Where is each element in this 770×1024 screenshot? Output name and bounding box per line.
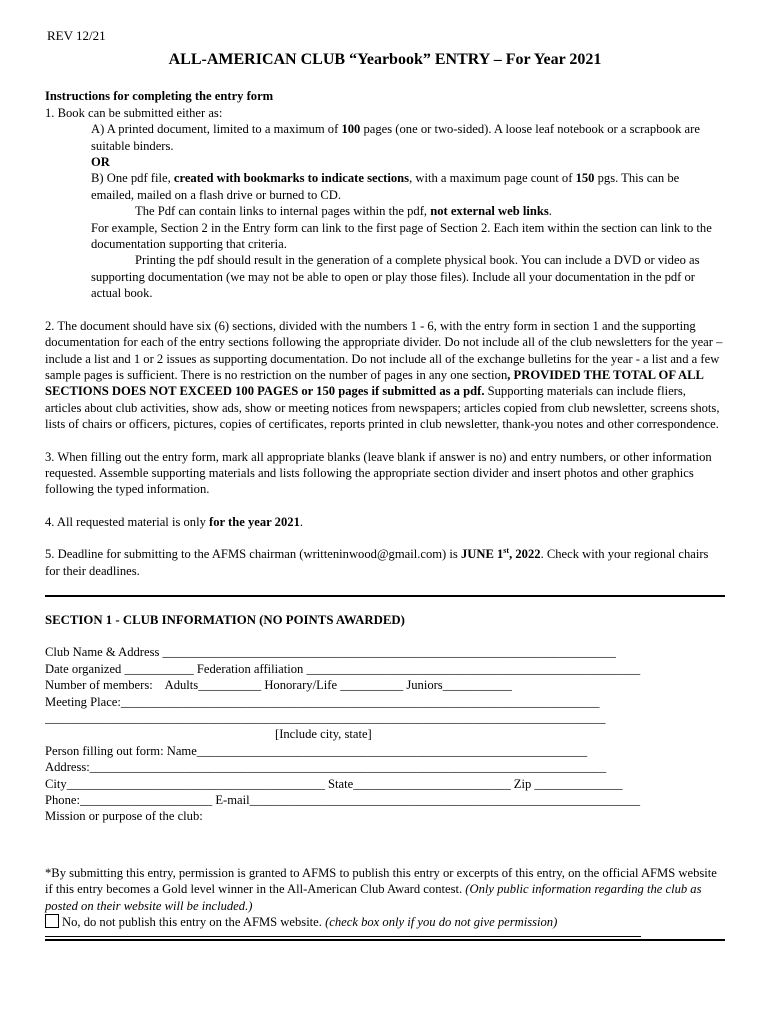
- option-a: A) A printed document, limited to a maximum of 100 pages (one or two-sided). A loose leaf notebook or a scrapbook are suitable binders.: [91, 122, 700, 153]
- instruction-item-2: 2. The document should have six (6) sections, divided with the numbers 1 - 6, with the entry form in section 1 and the supporting documentation for each of the entry sections following the appropriate divider. Do not include all of the club newsletters for the year – include a list and 1 or 2 issues as supporting documentation. Do not include all of the exchange bulletins for the year - a list and a few sample pages is sufficient. There is no restriction on the number of pages in any one section, PROVIDED THE TOTAL OF ALL SECTIONS DOES NOT EXCEED 100 PAGES or 150 pages if submitted as a pdf. Supporting materials can include fliers, articles about club activities, show ads, show or meeting notices from newspapers; articles copied from club newsletter, screens shots, lists of chairs or officers, pictures, copies of certificates, reports printed in club newsletter, thank-you notes and other correspondence.: [45, 318, 723, 432]
- meeting-place-line-2[interactable]: _________________________________________________________________________________________: [45, 711, 606, 725]
- instruction-item-3: 3. When filling out the entry form, mark all appropriate blanks (leave blank if answer is no) and entry numbers, or other information requested. Assemble supporting materials and lists following the appropriate section divider and insert photos and other graphics following the typed information.: [45, 449, 712, 497]
- section-1-title: SECTION 1 - CLUB INFORMATION (NO POINTS AWARDED): [45, 612, 405, 627]
- meeting-place-field[interactable]: Meeting Place:____________________________________________________________________________: [45, 694, 600, 709]
- bottom-divider: [45, 939, 725, 941]
- mission-label: Mission or purpose of the club:: [45, 809, 203, 824]
- option-b: B) One pdf file, created with bookmarks to indicate sections, with a maximum page count of 150 pgs. This can be emailed, mailed on a flash drive or burned to CD.: [91, 171, 680, 202]
- club-name-address-field[interactable]: Club Name & Address ________________________________________________________________________: [45, 645, 616, 660]
- instruction-item-1: 1. Book can be submitted either as:: [45, 105, 223, 120]
- address-field[interactable]: Address:__________________________________________________________________________________: [45, 760, 607, 775]
- revision-label: REV 12/21: [47, 28, 106, 43]
- instruction-item-4: 4. All requested material is only for the year 2021.: [45, 514, 304, 529]
- city-state-zip-field[interactable]: City_________________________________________ State_________________________ Zip ______________: [45, 776, 623, 791]
- document-page: [45, 28, 725, 941]
- phone-email-field[interactable]: Phone:_____________________ E-mail______________________________________________________________: [45, 793, 641, 808]
- permission-statement: *By submitting this entry, permission is granted to AFMS to publish this entry or excerpts of this entry, on the official AFMS website if this entry becomes a Gold level winner in the All-American Club Award contest. (Only public information regarding the club as posted on their website will be included.): [45, 865, 717, 913]
- instruction-item-5: 5. Deadline for submitting to the AFMS chairman (writteninwood@gmail.com) is JUNE 1st, 2022. Check with your regional chairs for their deadlines.: [45, 545, 709, 578]
- links-note: The Pdf can contain links to internal pages within the pdf, not external web links.: [135, 204, 552, 219]
- city-state-note: [Include city, state]: [275, 727, 372, 742]
- person-name-field[interactable]: Person filling out form: Name______________________________________________________________: [45, 743, 588, 758]
- section-divider: [45, 595, 725, 597]
- example-note: For example, Section 2 in the Entry form can link to the first page of Section 2. Each item within the section can link to the documentation supporting that criteria.: [91, 220, 712, 252]
- no-publish-checkbox[interactable]: [45, 914, 59, 928]
- page-title: ALL-AMERICAN CLUB “Yearbook” ENTRY – For Year 2021: [168, 51, 602, 69]
- date-organized-field[interactable]: Date organized ___________ Federation affiliation _____________________________________________________: [45, 661, 641, 676]
- or-label: OR: [91, 155, 110, 170]
- instructions-heading: Instructions for completing the entry form: [45, 89, 274, 104]
- number-of-members-field[interactable]: Number of members: Adults__________ Honorary/Life __________ Juniors___________: [45, 678, 512, 693]
- printing-note: Printing the pdf should result in the generation of a complete physical book. You can include a DVD or video as supporting documentation (we may not be able to open or play those files). Include all your documentation in the pdf or actual book.: [91, 253, 700, 301]
- signature-line: [45, 936, 641, 937]
- no-publish-option: No, do not publish this entry on the AFMS website. (check box only if you do not give permission): [45, 914, 725, 930]
